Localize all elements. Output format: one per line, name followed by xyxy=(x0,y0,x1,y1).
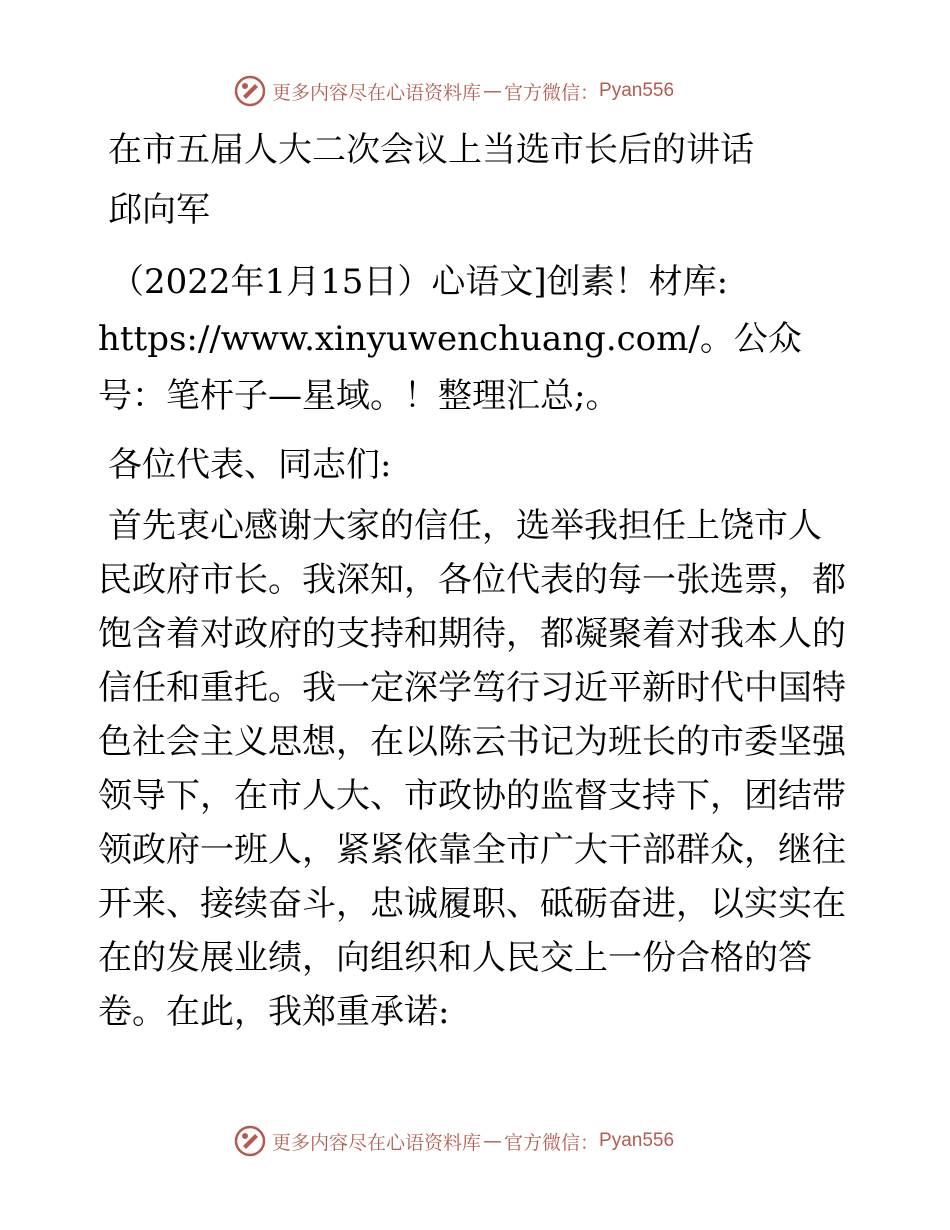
watermark-footer xyxy=(234,1124,674,1158)
watermark-wechat-label: 官方微信： xyxy=(504,81,600,104)
xinyu-logo-icon xyxy=(234,1125,266,1157)
watermark-separator: — xyxy=(483,80,503,102)
watermark-text: 更多内容尽在心语资料库 xyxy=(272,81,482,104)
document-paragraph: 首先衷心感谢大家的信任，选举我担任上饶市人民政府市长。我深知，各位代表的每一张选票，都饱含着对政府的支持和期待，都凝聚着对我本人的信任和重托。我一定深学笃行习近平新时代中国特色社会主义思想，在以陈云书记为班长的市委坚强领导下，在市人大、市政协的监督支持下，团结带领政府一班人，紧紧依靠全市广大干部群众，继往开来、接续奋斗，忠诚履职、砥砺奋进，以实实在在的发展业绩，向组织和人民交上一份合格的答卷。在此，我郑重承诺: xyxy=(98,506,846,1032)
watermark-account: Pyan556 xyxy=(599,1130,675,1151)
xinyu-logo-icon xyxy=(234,75,266,107)
document-salutation: 各位代表、同志们: xyxy=(108,445,392,485)
watermark-wechat-label: 官方微信： xyxy=(504,1131,600,1154)
document-title: 在市五届人大二次会议上当选市长后的讲话 xyxy=(108,130,754,170)
document-body xyxy=(98,122,858,1039)
document-date: （2022年1月15日）心语文]创素！材库: xyxy=(110,262,729,302)
watermark-account: Pyan556 xyxy=(599,80,675,101)
watermark-text: 更多内容尽在心语资料库 xyxy=(272,1131,482,1154)
document-source: https://www.xinyuwenchuang.com/。公众号：笔杆子—星域。！整理汇总;。 xyxy=(98,319,802,416)
watermark-header xyxy=(234,74,674,108)
document-author: 邱向军 xyxy=(108,190,210,230)
watermark-separator: — xyxy=(483,1130,503,1152)
